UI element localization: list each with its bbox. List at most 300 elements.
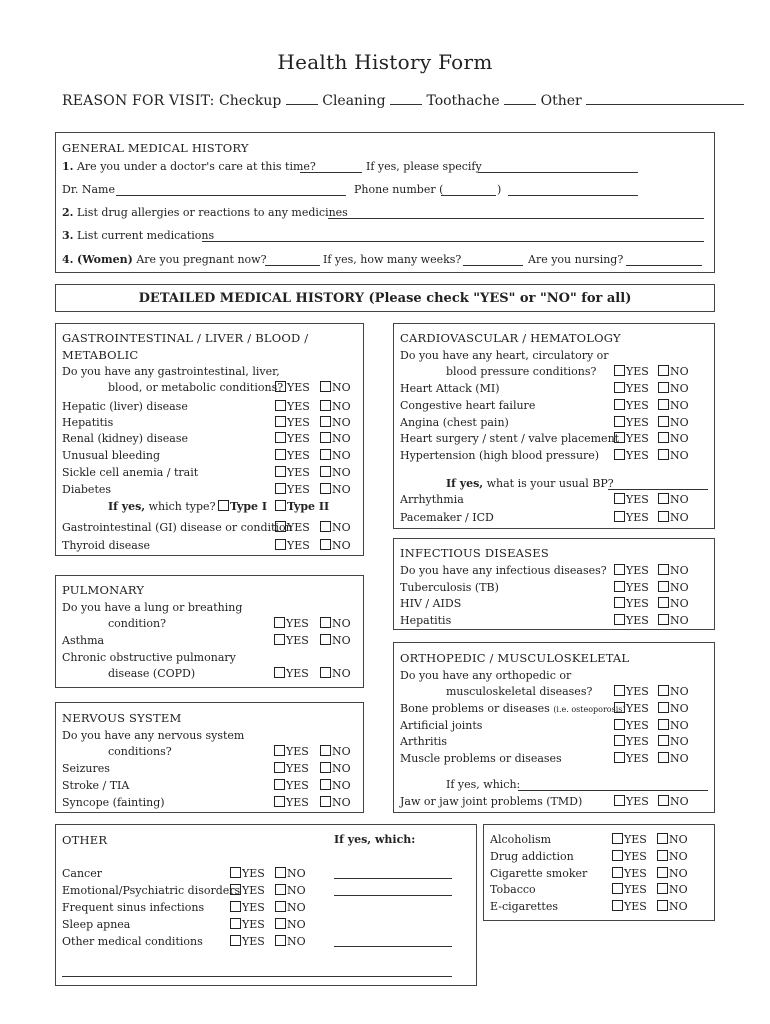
checkbox-square[interactable] xyxy=(614,564,625,575)
checkbox-square[interactable] xyxy=(657,833,668,844)
type2-label: Type II xyxy=(287,500,330,513)
checkbox-label: YES xyxy=(626,719,649,732)
checkbox-square[interactable] xyxy=(614,735,625,746)
checkbox-square[interactable] xyxy=(320,617,331,628)
no-checkbox[interactable] xyxy=(658,449,689,463)
checkbox-label: YES xyxy=(626,735,649,748)
checkbox-label: YES xyxy=(624,900,647,913)
checkbox-label: YES xyxy=(287,432,310,445)
checkbox-square[interactable] xyxy=(614,752,625,763)
checkbox-label: NO xyxy=(670,597,689,610)
checkbox-square[interactable] xyxy=(274,745,285,756)
checkbox-square[interactable] xyxy=(320,432,331,443)
checkbox-label: NO xyxy=(670,702,689,715)
general-q2 xyxy=(62,206,348,220)
pulmonary-item-label: Chronic obstructive pulmonary xyxy=(62,651,236,664)
no-checkbox[interactable] xyxy=(320,449,351,463)
checkbox-square[interactable] xyxy=(275,466,286,477)
checkbox-square[interactable] xyxy=(320,449,331,460)
yes-checkbox[interactable] xyxy=(274,667,309,681)
yes-checkbox[interactable] xyxy=(614,702,649,716)
phone-area-line[interactable] xyxy=(441,195,496,196)
other-item-label: Sleep apnea xyxy=(62,918,131,931)
pulmonary-question-2: condition? xyxy=(108,617,166,630)
reason-toothache-label: Toothache xyxy=(426,93,500,109)
checkbox-square[interactable] xyxy=(614,511,625,522)
checkbox-label: NO xyxy=(670,752,689,765)
phone-number-line[interactable] xyxy=(508,195,638,196)
checkbox-square[interactable] xyxy=(320,539,331,550)
checkbox-square[interactable] xyxy=(230,935,241,946)
checkbox-square[interactable] xyxy=(657,900,668,911)
yes-checkbox[interactable] xyxy=(274,634,309,648)
ortho-item-label: Jaw or jaw joint problems (TMD) xyxy=(400,795,583,808)
checkbox-label: NO xyxy=(332,745,351,758)
no-checkbox[interactable] xyxy=(320,667,351,681)
no-checkbox[interactable] xyxy=(658,702,689,716)
checkbox-square[interactable] xyxy=(275,867,286,878)
yes-checkbox[interactable] xyxy=(230,918,265,932)
nervous-item-label: Syncope (fainting) xyxy=(62,796,165,809)
checkbox-square[interactable] xyxy=(614,614,625,625)
substance-item-label: Tobacco xyxy=(490,883,536,896)
checkbox-square[interactable] xyxy=(612,900,623,911)
no-checkbox[interactable] xyxy=(320,779,351,793)
yes-checkbox[interactable] xyxy=(612,850,647,864)
cardio-question-2: blood pressure conditions? xyxy=(446,365,597,378)
phone-close: ) xyxy=(497,183,502,196)
checkbox-square[interactable] xyxy=(320,745,331,756)
checkbox-label: NO xyxy=(287,867,306,880)
checkbox-square[interactable] xyxy=(230,884,241,895)
infectious-item-label: Tuberculosis (TB) xyxy=(400,581,499,594)
checkbox-square[interactable] xyxy=(275,901,286,912)
checkbox-square[interactable] xyxy=(658,432,669,443)
checkbox-square[interactable] xyxy=(614,365,625,376)
general-q3 xyxy=(62,229,214,243)
checkbox-label: NO xyxy=(669,900,688,913)
cardio-item-label: Heart surgery / stent / valve placement xyxy=(400,432,620,445)
checkbox-label: YES xyxy=(286,779,309,792)
checkbox-square[interactable] xyxy=(320,416,331,427)
reason-label: REASON FOR VISIT: xyxy=(62,93,215,109)
no-checkbox[interactable] xyxy=(658,493,689,507)
checkbox-square[interactable] xyxy=(614,581,625,592)
dr-name-label: Dr. Name xyxy=(62,183,115,196)
no-checkbox[interactable] xyxy=(658,432,689,446)
no-checkbox[interactable] xyxy=(275,901,306,915)
no-checkbox[interactable] xyxy=(657,833,688,847)
checkbox-square[interactable] xyxy=(614,795,625,806)
reason-toothache-blank[interactable] xyxy=(504,92,536,105)
yes-checkbox[interactable] xyxy=(614,365,649,379)
yes-checkbox[interactable] xyxy=(275,416,310,430)
checkbox-label: YES xyxy=(286,617,309,630)
reason-cleaning-blank[interactable] xyxy=(390,92,422,105)
checkbox-square[interactable] xyxy=(275,483,286,494)
pulmonary-question: Do you have a lung or breathing xyxy=(62,601,243,614)
yes-checkbox[interactable] xyxy=(612,867,647,881)
checkbox-square[interactable] xyxy=(275,416,286,427)
yes-checkbox[interactable] xyxy=(614,597,649,611)
no-checkbox[interactable] xyxy=(657,883,688,897)
checkbox-label: YES xyxy=(626,493,649,506)
checkbox-label: YES xyxy=(626,449,649,462)
checkbox-square[interactable] xyxy=(658,511,669,522)
yes-checkbox[interactable] xyxy=(274,617,309,631)
checkbox-square[interactable] xyxy=(658,685,669,696)
checkbox-square[interactable] xyxy=(658,752,669,763)
dr-name-line[interactable] xyxy=(116,195,346,196)
no-checkbox[interactable] xyxy=(320,745,351,759)
checkbox-square[interactable] xyxy=(614,399,625,410)
checkbox-label: YES xyxy=(626,702,649,715)
checkbox-square[interactable] xyxy=(657,850,668,861)
q4-weeks-line[interactable] xyxy=(463,265,523,266)
general-heading: GENERAL MEDICAL HISTORY xyxy=(62,141,249,155)
checkbox-label: YES xyxy=(626,614,649,627)
yes-checkbox[interactable] xyxy=(230,867,265,881)
no-checkbox[interactable] xyxy=(658,365,689,379)
gi-question-2: blood, or metabolic conditions? xyxy=(108,381,284,394)
checkbox-square[interactable] xyxy=(275,918,286,929)
gi-heading-2: METABOLIC xyxy=(62,348,139,362)
checkbox-square[interactable] xyxy=(658,614,669,625)
pulmonary-heading: PULMONARY xyxy=(62,583,145,597)
checkbox-square[interactable] xyxy=(658,365,669,376)
checkbox-label: YES xyxy=(626,399,649,412)
reason-other-blank[interactable] xyxy=(586,92,744,105)
checkbox-square[interactable] xyxy=(614,449,625,460)
checkbox-square[interactable] xyxy=(658,416,669,427)
checkbox-square[interactable] xyxy=(614,702,625,713)
no-checkbox[interactable] xyxy=(658,399,689,413)
checkbox-label: NO xyxy=(670,795,689,808)
no-checkbox[interactable] xyxy=(320,416,351,430)
type1-checkbox[interactable] xyxy=(218,500,267,514)
yes-checkbox[interactable] xyxy=(614,449,649,463)
checkbox-square[interactable] xyxy=(320,762,331,773)
checkbox-label: NO xyxy=(287,884,306,897)
q3-answer-line[interactable] xyxy=(202,241,704,242)
no-checkbox[interactable] xyxy=(275,867,306,881)
no-checkbox[interactable] xyxy=(320,466,351,480)
cardio-question: Do you have any heart, circulatory or xyxy=(400,349,609,362)
yes-checkbox[interactable] xyxy=(275,539,310,553)
yes-checkbox[interactable] xyxy=(614,795,649,809)
checkbox-square[interactable] xyxy=(658,581,669,592)
checkbox-square[interactable] xyxy=(275,400,286,411)
ortho-question: Do you have any orthopedic or xyxy=(400,669,572,682)
no-checkbox[interactable] xyxy=(320,796,351,810)
q3-number: 3. xyxy=(62,229,74,242)
checkbox-square[interactable] xyxy=(274,762,285,773)
yes-checkbox[interactable] xyxy=(614,432,649,446)
checkbox-square[interactable] xyxy=(658,719,669,730)
no-checkbox[interactable] xyxy=(657,850,688,864)
type1-label: Type I xyxy=(230,500,268,513)
checkbox-label: NO xyxy=(332,667,351,680)
checkbox-square[interactable] xyxy=(274,634,285,645)
yes-checkbox[interactable] xyxy=(275,400,310,414)
reason-other-label: Other xyxy=(540,93,582,109)
yes-checkbox[interactable] xyxy=(614,614,649,628)
yes-checkbox[interactable] xyxy=(614,719,649,733)
yes-checkbox[interactable] xyxy=(614,493,649,507)
no-checkbox[interactable] xyxy=(658,614,689,628)
cardio-item-label: Arrhythmia xyxy=(400,493,464,506)
no-checkbox[interactable] xyxy=(275,884,306,898)
q2-answer-line[interactable] xyxy=(328,218,704,219)
no-checkbox[interactable] xyxy=(657,867,688,881)
checkbox-square[interactable] xyxy=(657,883,668,894)
no-checkbox[interactable] xyxy=(658,597,689,611)
checkbox-label: NO xyxy=(287,918,306,931)
q4-pregnant-line[interactable] xyxy=(265,265,320,266)
other-item-label: Cancer xyxy=(62,867,102,880)
q2-number: 2. xyxy=(62,206,74,219)
checkbox-label: YES xyxy=(624,850,647,863)
no-checkbox[interactable] xyxy=(320,432,351,446)
checkbox-label: NO xyxy=(332,762,351,775)
no-checkbox[interactable] xyxy=(658,685,689,699)
checkbox-square[interactable] xyxy=(320,381,331,392)
no-checkbox[interactable] xyxy=(658,581,689,595)
no-checkbox[interactable] xyxy=(320,617,351,631)
checkbox-label: NO xyxy=(670,365,689,378)
checkbox-square[interactable] xyxy=(658,795,669,806)
ortho-item-label: Artificial joints xyxy=(400,719,483,732)
checkbox-label: NO xyxy=(669,867,688,880)
psych-which-line[interactable] xyxy=(334,895,452,896)
checkbox-square[interactable] xyxy=(230,901,241,912)
checkbox-square[interactable] xyxy=(320,521,331,532)
checkbox-label: YES xyxy=(287,466,310,479)
yes-checkbox[interactable] xyxy=(614,382,649,396)
yes-checkbox[interactable] xyxy=(614,581,649,595)
q3-text: List current medications xyxy=(76,229,215,242)
general-q1 xyxy=(62,160,316,174)
checkbox-square[interactable] xyxy=(275,521,286,532)
checkbox-square[interactable] xyxy=(658,399,669,410)
checkbox-label: YES xyxy=(242,935,265,948)
checkbox-label: YES xyxy=(626,365,649,378)
q4-weeks-label: If yes, how many weeks? xyxy=(323,253,462,266)
checkbox-label: NO xyxy=(670,685,689,698)
checkbox-square[interactable] xyxy=(614,685,625,696)
phone-label: Phone number ( xyxy=(354,183,444,196)
yes-checkbox[interactable] xyxy=(230,901,265,915)
yes-checkbox[interactable] xyxy=(274,796,309,810)
checkbox-square[interactable] xyxy=(320,466,331,477)
checkbox-square[interactable] xyxy=(614,493,625,504)
checkbox-label: NO xyxy=(670,614,689,627)
yes-checkbox[interactable] xyxy=(614,511,649,525)
yes-checkbox[interactable] xyxy=(274,779,309,793)
checkbox-label: NO xyxy=(332,796,351,809)
infectious-item-label: Hepatitis xyxy=(400,614,452,627)
q4-nursing-label: Are you nursing? xyxy=(528,253,624,266)
checkbox-square[interactable] xyxy=(274,796,285,807)
yes-checkbox[interactable] xyxy=(275,449,310,463)
checkbox-label: NO xyxy=(670,382,689,395)
yes-checkbox[interactable] xyxy=(275,483,310,497)
yes-checkbox[interactable] xyxy=(275,381,310,395)
yes-checkbox[interactable] xyxy=(275,466,310,480)
checkbox-square[interactable] xyxy=(614,432,625,443)
checkbox-label: NO xyxy=(670,432,689,445)
checkbox-square[interactable] xyxy=(275,500,286,511)
checkbox-square[interactable] xyxy=(274,779,285,790)
type2-checkbox[interactable] xyxy=(275,500,329,514)
ortho-item-label: Muscle problems or diseases xyxy=(400,752,562,765)
checkbox-label: YES xyxy=(286,634,309,647)
gi-diabetes-type xyxy=(108,500,215,514)
bp-line[interactable] xyxy=(608,489,708,490)
checkbox-square[interactable] xyxy=(218,500,229,511)
yes-checkbox[interactable] xyxy=(612,833,647,847)
checkbox-label: NO xyxy=(332,466,351,479)
checkbox-label: YES xyxy=(626,795,649,808)
checkbox-square[interactable] xyxy=(275,449,286,460)
checkbox-label: NO xyxy=(332,400,351,413)
yes-checkbox[interactable] xyxy=(614,564,649,578)
checkbox-square[interactable] xyxy=(275,884,286,895)
other-item-label: Frequent sinus infections xyxy=(62,901,205,914)
yes-checkbox[interactable] xyxy=(230,935,265,949)
q4-nursing-line[interactable] xyxy=(626,265,702,266)
checkbox-square[interactable] xyxy=(614,719,625,730)
nervous-question: Do you have any nervous system xyxy=(62,729,245,742)
gi-whichtype: which type? xyxy=(148,500,216,513)
checkbox-square[interactable] xyxy=(612,883,623,894)
cardio-item-label: Pacemaker / ICD xyxy=(400,511,494,524)
no-checkbox[interactable] xyxy=(657,900,688,914)
checkbox-square[interactable] xyxy=(612,867,623,878)
checkbox-label: NO xyxy=(670,416,689,429)
yes-checkbox[interactable] xyxy=(612,883,647,897)
yes-checkbox[interactable] xyxy=(614,416,649,430)
checkbox-square[interactable] xyxy=(320,667,331,678)
checkbox-square[interactable] xyxy=(230,918,241,929)
no-checkbox[interactable] xyxy=(658,382,689,396)
checkbox-square[interactable] xyxy=(320,634,331,645)
no-checkbox[interactable] xyxy=(275,918,306,932)
checkbox-square[interactable] xyxy=(612,850,623,861)
checkbox-square[interactable] xyxy=(230,867,241,878)
no-checkbox[interactable] xyxy=(320,400,351,414)
no-checkbox[interactable] xyxy=(320,762,351,776)
yes-checkbox[interactable] xyxy=(614,752,649,766)
checkbox-square[interactable] xyxy=(612,833,623,844)
cardio-item-label: Congestive heart failure xyxy=(400,399,536,412)
no-checkbox[interactable] xyxy=(658,795,689,809)
checkbox-label: NO xyxy=(670,581,689,594)
checkbox-square[interactable] xyxy=(658,493,669,504)
reason-checkup-blank[interactable] xyxy=(286,92,318,105)
checkbox-square[interactable] xyxy=(274,617,285,628)
no-checkbox[interactable] xyxy=(658,752,689,766)
ortho-bone xyxy=(400,702,626,717)
checkbox-label: YES xyxy=(287,416,310,429)
no-checkbox[interactable] xyxy=(320,634,351,648)
checkbox-label: YES xyxy=(287,539,310,552)
yes-checkbox[interactable] xyxy=(230,884,265,898)
yes-checkbox[interactable] xyxy=(274,745,309,759)
no-checkbox[interactable] xyxy=(658,564,689,578)
checkbox-square[interactable] xyxy=(658,564,669,575)
checkbox-square[interactable] xyxy=(614,597,625,608)
yes-checkbox[interactable] xyxy=(614,685,649,699)
no-checkbox[interactable] xyxy=(320,521,351,535)
checkbox-label: YES xyxy=(286,667,309,680)
no-checkbox[interactable] xyxy=(320,483,351,497)
yes-checkbox[interactable] xyxy=(274,762,309,776)
gi-item-label: Thyroid disease xyxy=(62,539,150,552)
checkbox-label: NO xyxy=(670,719,689,732)
checkbox-square[interactable] xyxy=(275,539,286,550)
no-checkbox[interactable] xyxy=(320,539,351,553)
no-checkbox[interactable] xyxy=(320,381,351,395)
no-checkbox[interactable] xyxy=(275,935,306,949)
yes-checkbox[interactable] xyxy=(614,399,649,413)
checkbox-square[interactable] xyxy=(320,483,331,494)
checkbox-square[interactable] xyxy=(275,381,286,392)
other-which-line[interactable] xyxy=(334,946,452,947)
checkbox-label: NO xyxy=(670,735,689,748)
checkbox-square[interactable] xyxy=(658,735,669,746)
q1-answer-line[interactable] xyxy=(300,172,362,173)
checkbox-square[interactable] xyxy=(614,382,625,393)
checkbox-square[interactable] xyxy=(658,449,669,460)
yes-checkbox[interactable] xyxy=(612,900,647,914)
checkbox-square[interactable] xyxy=(657,867,668,878)
no-checkbox[interactable] xyxy=(658,735,689,749)
checkbox-label: YES xyxy=(626,752,649,765)
checkbox-square[interactable] xyxy=(320,779,331,790)
checkbox-square[interactable] xyxy=(658,382,669,393)
checkbox-square[interactable] xyxy=(274,667,285,678)
gi-heading-1: GASTROINTESTINAL / LIVER / BLOOD / xyxy=(62,331,309,345)
checkbox-square[interactable] xyxy=(275,432,286,443)
checkbox-label: YES xyxy=(286,762,309,775)
cancer-which-line[interactable] xyxy=(334,878,452,879)
checkbox-square[interactable] xyxy=(614,416,625,427)
gi-item-label: Diabetes xyxy=(62,483,112,496)
ortho-which-line[interactable] xyxy=(518,790,708,791)
substance-item-label: Cigarette smoker xyxy=(490,867,588,880)
q1-specify-line[interactable] xyxy=(478,172,638,173)
cardio-item-label: Heart Attack (MI) xyxy=(400,382,500,395)
checkbox-square[interactable] xyxy=(320,796,331,807)
checkbox-label: NO xyxy=(670,511,689,524)
no-checkbox[interactable] xyxy=(658,416,689,430)
gi-item-label: Hepatic (liver) disease xyxy=(62,400,188,413)
no-checkbox[interactable] xyxy=(658,511,689,525)
yes-checkbox[interactable] xyxy=(614,735,649,749)
checkbox-square[interactable] xyxy=(275,935,286,946)
yes-checkbox[interactable] xyxy=(275,432,310,446)
no-checkbox[interactable] xyxy=(658,719,689,733)
checkbox-square[interactable] xyxy=(658,597,669,608)
other-notes-line[interactable] xyxy=(62,976,452,977)
yes-checkbox[interactable] xyxy=(275,521,310,535)
checkbox-square[interactable] xyxy=(320,400,331,411)
substance-item-label: Alcoholism xyxy=(490,833,552,846)
checkbox-square[interactable] xyxy=(658,702,669,713)
checkbox-label: YES xyxy=(287,400,310,413)
checkbox-label: YES xyxy=(626,511,649,524)
